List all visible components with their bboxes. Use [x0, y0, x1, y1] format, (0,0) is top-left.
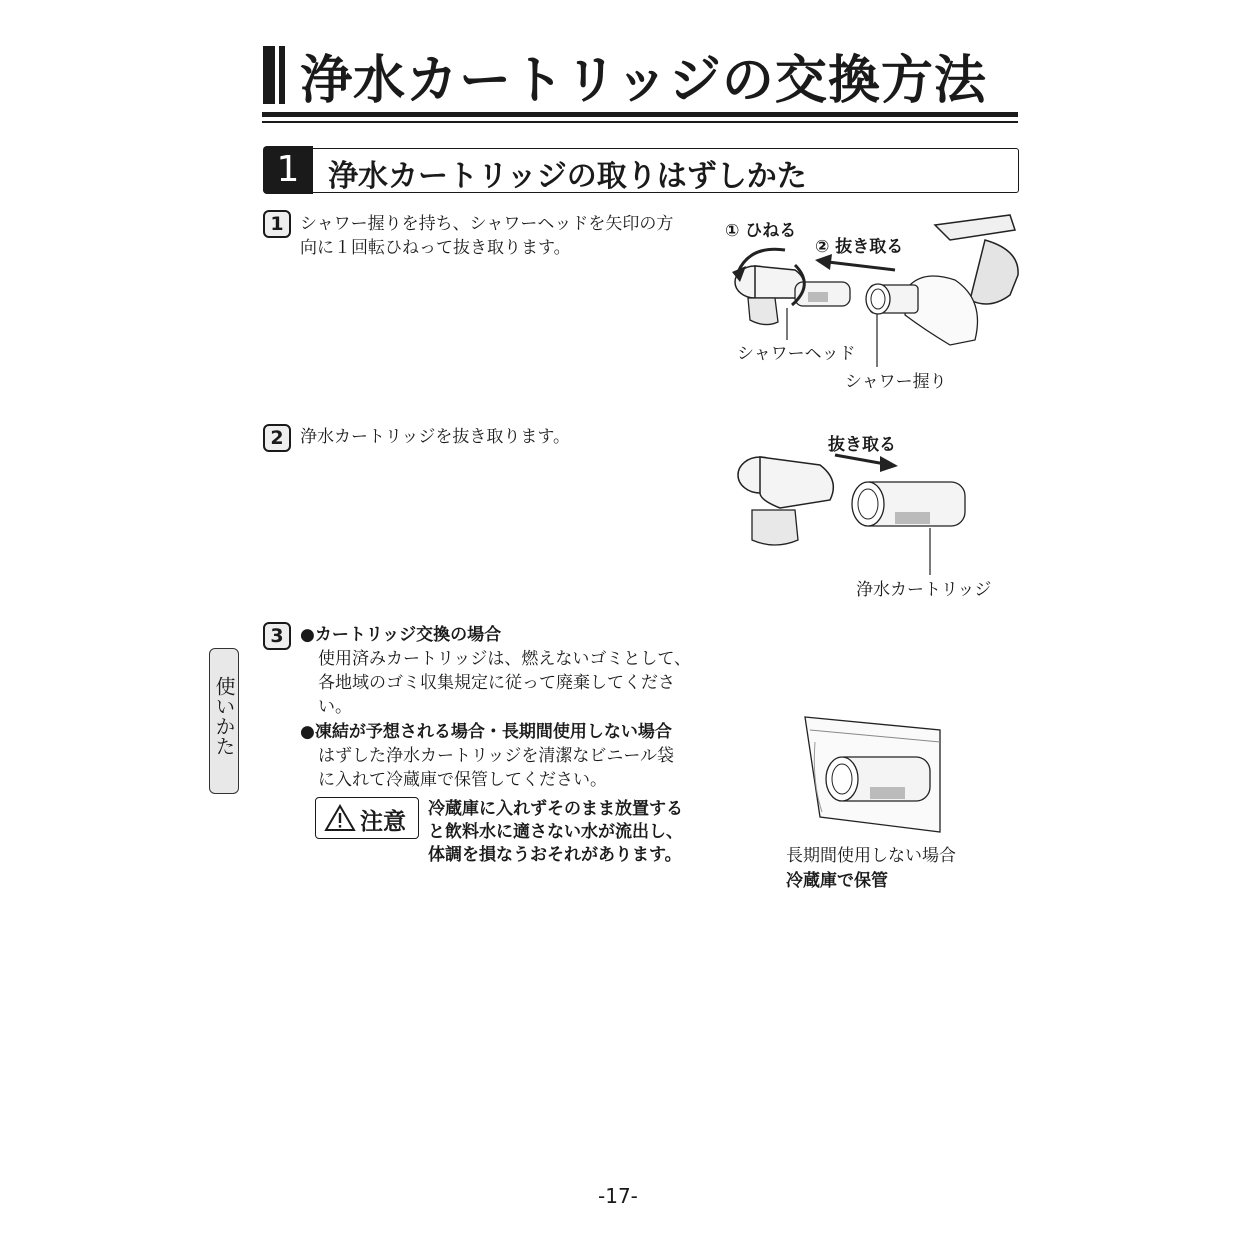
caution-line-1: 冷蔵庫に入れずそのまま放置する	[428, 799, 683, 819]
step-1-text-line-2: 向に１回転ひねって抜き取ります。	[300, 238, 571, 258]
bullet-replacement-line-1: 使用済みカートリッジは、燃えないゴミとして、	[318, 649, 691, 669]
bullet-storage-line-2: に入れて冷蔵庫で保管してください。	[318, 770, 607, 790]
caution-line-2: と飲料水に適さない水が流出し、	[428, 822, 683, 842]
label-pull-1: ② 抜き取る	[815, 237, 904, 257]
bullet-storage-line-1: はずした浄水カートリッジを清潔なビニール袋	[318, 746, 674, 766]
section-title: 浄水カートリッジの取りはずしかた	[328, 159, 807, 194]
bullet-replacement-line-3: い。	[318, 697, 352, 717]
label-shower-grip: シャワー握り	[845, 372, 947, 392]
title-bar-thick	[263, 46, 275, 104]
storage-caption-2: 冷蔵庫で保管	[786, 871, 888, 891]
title-bar-thin	[279, 46, 285, 104]
step-number-3: 3	[263, 622, 291, 650]
refrigerator-storage-illustration	[800, 712, 950, 837]
step-1-text-line-1: シャワー握りを持ち、シャワーヘッドを矢印の方	[300, 214, 674, 234]
label-twist: ① ひねる	[725, 221, 797, 241]
label-shower-head: シャワーヘッド	[737, 344, 856, 364]
bullet-replacement-heading: ●カートリッジ交換の場合	[300, 625, 502, 645]
label-pull-2: 抜き取る	[828, 435, 896, 455]
caution-line-3: 体調を損なうおそれがあります。	[428, 845, 682, 865]
step-number-2: 2	[263, 424, 291, 452]
warning-triangle-icon	[324, 804, 356, 832]
side-tab-label: 使いかた	[212, 676, 236, 756]
title-rule	[262, 112, 1018, 117]
cartridge-removal-illustration	[730, 440, 990, 590]
label-cartridge: 浄水カートリッジ	[856, 580, 992, 600]
step-number-1: 1	[263, 210, 291, 238]
section-number: 1	[263, 146, 313, 194]
page-title: 浄水カートリッジの交換方法	[300, 51, 987, 111]
step-2-text: 浄水カートリッジを抜き取ります。	[300, 427, 570, 447]
caution-label: 注意	[360, 809, 406, 835]
page-number: -17-	[598, 1184, 638, 1208]
title-rule-thin	[262, 121, 1018, 123]
storage-caption-1: 長期間使用しない場合	[786, 846, 956, 866]
bullet-storage-heading: ●凍結が予想される場合・長期間使用しない場合	[300, 722, 672, 742]
bullet-replacement-line-2: 各地域のゴミ収集規定に従って廃棄してくださ	[318, 673, 675, 693]
